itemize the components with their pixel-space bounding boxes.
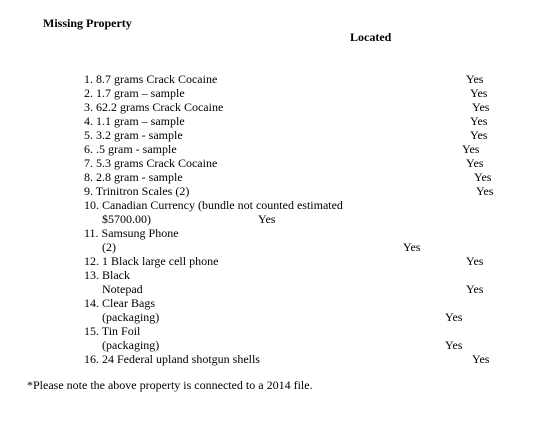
list-item: 4. 1.1 gram – sample: [84, 114, 185, 128]
list-item: 16. 24 Federal upland shotgun shells: [84, 352, 260, 366]
list-item: 3. 62.2 grams Crack Cocaine: [84, 100, 224, 114]
list-item: 14. Clear Bags: [84, 296, 155, 310]
located-status: Yes: [403, 240, 421, 254]
located-status: Yes: [445, 338, 463, 352]
list-item: 12. 1 Black large cell phone: [84, 254, 219, 268]
located-status: Yes: [470, 114, 488, 128]
located-status: Yes: [462, 142, 480, 156]
located-status: Yes: [472, 100, 490, 114]
list-item-continuation: $5700.00): [102, 212, 151, 226]
list-item: 15. Tin Foil: [84, 324, 141, 338]
list-item: 6. .5 gram - sample: [84, 142, 177, 156]
located-status: Yes: [466, 282, 484, 296]
list-item: 11. Samsung Phone: [84, 226, 179, 240]
footnote: *Please note the above property is connected to a 2014 file.: [27, 378, 313, 392]
list-item: 5. 3.2 gram - sample: [84, 128, 183, 142]
located-column-header: Located: [350, 30, 392, 44]
list-item-continuation: (packaging): [102, 310, 160, 324]
located-status: Yes: [470, 128, 488, 142]
page-title: Missing Property: [43, 16, 132, 30]
located-status: Yes: [476, 184, 494, 198]
located-status: Yes: [474, 170, 492, 184]
list-item: 1. 8.7 grams Crack Cocaine: [84, 72, 218, 86]
located-status: Yes: [466, 156, 484, 170]
list-item: 10. Canadian Currency (bundle not counted estimated: [84, 198, 343, 212]
located-status: Yes: [466, 254, 484, 268]
list-item: 2. 1.7 gram – sample: [84, 86, 185, 100]
list-item: 9. Trinitron Scales (2): [84, 184, 190, 198]
located-status: Yes: [445, 310, 463, 324]
list-item-continuation: (2): [102, 240, 116, 254]
list-item: 13. Black: [84, 268, 130, 282]
list-item-continuation: (packaging): [102, 338, 160, 352]
located-status: Yes: [466, 72, 484, 86]
located-status: Yes: [470, 86, 488, 100]
list-item: 7. 5.3 grams Crack Cocaine: [84, 156, 218, 170]
list-item-continuation: Notepad: [102, 282, 143, 296]
list-item: 8. 2.8 gram - sample: [84, 170, 183, 184]
located-status: Yes: [258, 212, 276, 226]
located-status: Yes: [472, 352, 490, 366]
